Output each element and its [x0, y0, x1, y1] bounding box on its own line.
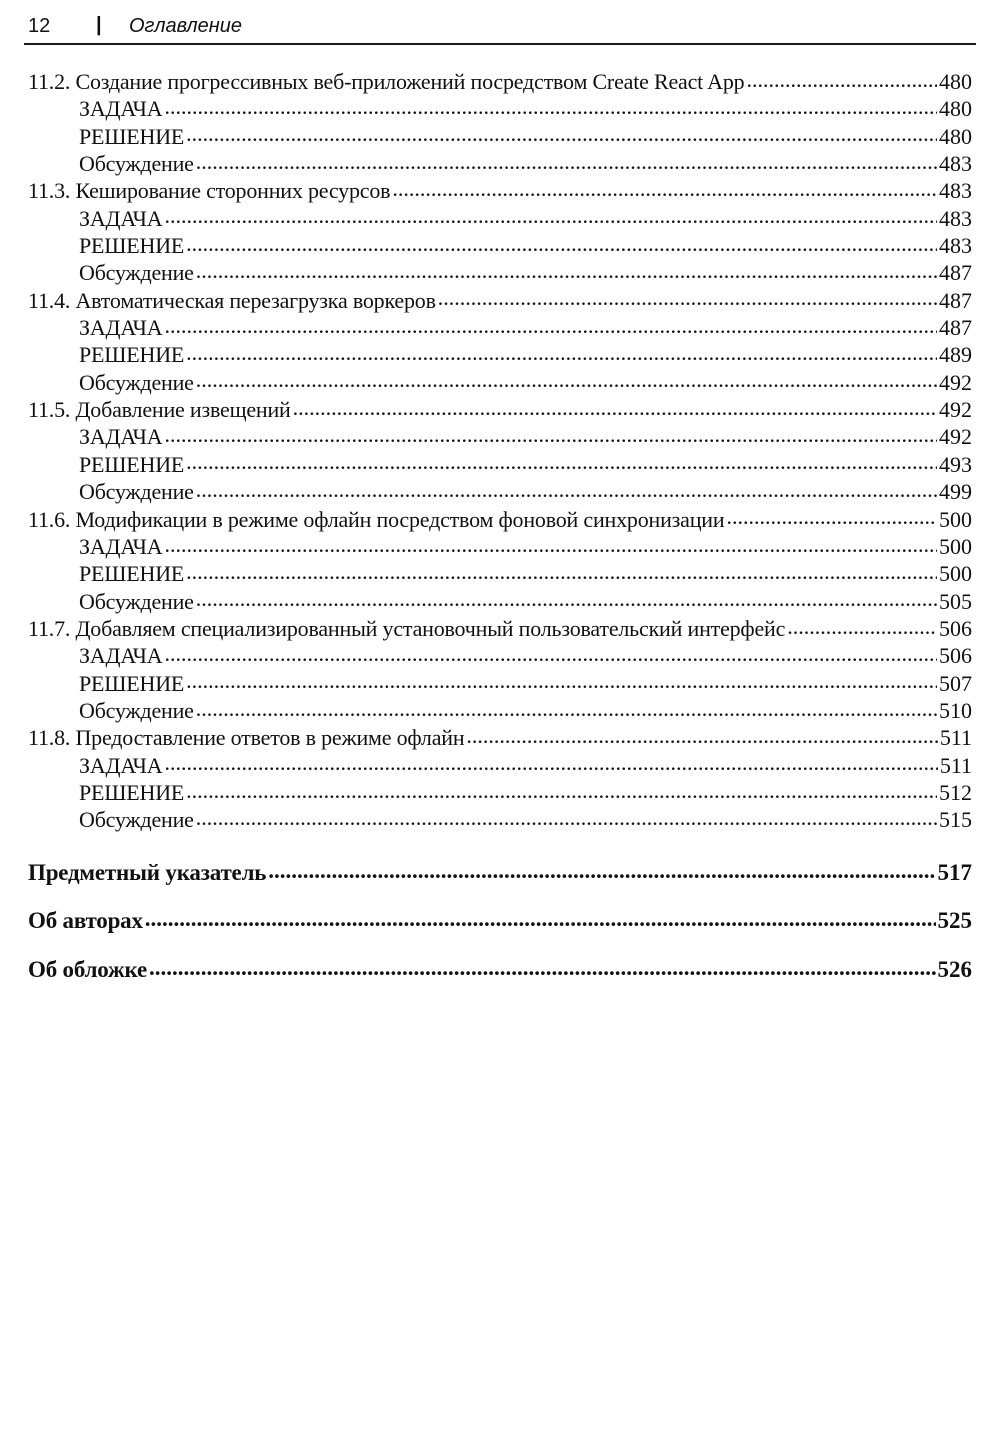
dot-leader — [186, 778, 937, 800]
toc-entry-page: 493 — [939, 451, 972, 477]
toc-entry-label: ЗАДАЧА — [79, 96, 163, 122]
dot-leader — [196, 696, 937, 718]
toc-entry-page: 505 — [939, 588, 972, 614]
toc-entry-label: РЕШЕНИЕ — [79, 123, 185, 149]
dot-leader — [196, 368, 937, 390]
toc-entry — [28, 696, 972, 723]
toc-entry-label: Обсуждение — [79, 369, 194, 395]
toc-entry-page: 492 — [939, 397, 972, 423]
toc-entry-page: 506 — [939, 615, 972, 641]
toc-entry-label: Обсуждение — [79, 697, 194, 723]
toc-entry-label: Об авторах — [28, 908, 143, 933]
toc-entry-page: 480 — [939, 69, 972, 94]
toc-entry-label: Об обложке — [28, 957, 147, 982]
toc-entry-page: 487 — [939, 315, 972, 341]
header-separator: | — [96, 14, 102, 36]
toc-entry-page: 487 — [939, 260, 972, 286]
toc-entry-page: 507 — [939, 670, 972, 696]
toc-entry — [28, 258, 972, 285]
toc-entry-label: Обсуждение — [79, 807, 194, 833]
page-number: 12 — [28, 15, 51, 37]
toc-entry-page: 511 — [939, 752, 972, 778]
toc-entry-page: 489 — [939, 342, 972, 368]
toc-entry — [28, 149, 972, 176]
section-title: Оглавление — [129, 15, 243, 37]
toc-entry-label: РЕШЕНИЕ — [79, 779, 185, 805]
dot-leader — [186, 231, 937, 253]
toc-entry-label: Обсуждение — [79, 260, 194, 286]
toc-entry-label: 11.6. Модификации в режиме офлайн посредством фоновой синхронизации — [28, 506, 725, 532]
toc-entry — [28, 422, 972, 449]
dot-leader — [196, 587, 937, 609]
dot-leader — [196, 805, 937, 827]
toc-entry — [28, 94, 972, 121]
toc-entry-page: 480 — [939, 123, 972, 149]
running-header — [24, 12, 976, 45]
toc-entry-page: 483 — [939, 205, 972, 231]
toc-entry-label: ЗАДАЧА — [79, 205, 163, 231]
toc-entry-label: РЕШЕНИЕ — [79, 561, 185, 587]
toc-entry — [28, 614, 972, 641]
dot-leader — [164, 204, 937, 226]
dot-leader — [268, 857, 935, 880]
toc-entry — [28, 805, 972, 832]
toc-entry-label: Обсуждение — [79, 479, 194, 505]
dot-leader — [186, 450, 937, 472]
toc-entry-page: 492 — [939, 424, 972, 450]
toc-entry — [28, 905, 972, 932]
toc-entry-page: 483 — [939, 178, 972, 204]
dot-leader — [186, 122, 937, 144]
dot-leader — [164, 532, 937, 554]
dot-leader — [726, 505, 937, 527]
toc-entry-page: 526 — [937, 957, 972, 982]
toc-entry-label: РЕШЕНИЕ — [79, 451, 185, 477]
toc-entry-label: Обсуждение — [79, 151, 194, 177]
table-of-contents — [28, 67, 972, 833]
dot-leader — [293, 395, 937, 417]
toc-entry-page: 499 — [939, 479, 972, 505]
dot-leader — [186, 340, 937, 362]
toc-entry-page: 492 — [939, 369, 972, 395]
toc-entry-label: Предметный указатель — [28, 860, 267, 885]
toc-entry — [28, 231, 972, 258]
toc-entry-label: ЗАДАЧА — [79, 424, 163, 450]
toc-entry — [28, 669, 972, 696]
toc-entry — [28, 204, 972, 231]
dot-leader — [164, 422, 937, 444]
dot-leader — [438, 286, 937, 308]
toc-entry-page: 487 — [939, 287, 972, 313]
toc-entry-label: РЕШЕНИЕ — [79, 233, 185, 259]
toc-entry — [28, 395, 972, 422]
dot-leader — [787, 614, 937, 636]
toc-entry — [28, 857, 972, 884]
dot-leader — [145, 905, 936, 928]
toc-entry — [28, 505, 972, 532]
toc-entry-page: 506 — [939, 643, 972, 669]
toc-entry-label: 11.3. Кеширование сторонних ресурсов — [28, 178, 391, 204]
toc-entry-label: 11.4. Автоматическая перезагрузка воркеров — [28, 287, 436, 313]
toc-entry-page: 515 — [939, 807, 972, 833]
toc-entry-label: 11.5. Добавление извещений — [28, 397, 291, 423]
dot-leader — [186, 669, 937, 691]
toc-entry — [28, 122, 972, 149]
dot-leader — [466, 723, 937, 745]
toc-entry — [28, 313, 972, 340]
dot-leader — [164, 94, 937, 116]
toc-entry — [28, 751, 972, 778]
toc-entry-page: 525 — [937, 908, 972, 933]
dot-leader — [196, 258, 937, 280]
toc-entry-page: 500 — [939, 561, 972, 587]
dot-leader — [186, 559, 937, 581]
toc-entry-label: Обсуждение — [79, 588, 194, 614]
toc-entry-page: 510 — [939, 697, 972, 723]
toc-entry — [28, 559, 972, 586]
toc-entry-label: 11.7. Добавляем специализированный установочный пользовательский интерфейс — [28, 615, 786, 641]
toc-entry — [28, 286, 972, 313]
toc-entry-page: 483 — [939, 233, 972, 259]
toc-entry-label: РЕШЕНИЕ — [79, 670, 185, 696]
dot-leader — [149, 954, 936, 977]
toc-entry-label: 11.2. Создание прогрессивных веб-приложений посредством Create React App — [28, 69, 745, 94]
dot-leader — [164, 751, 937, 773]
dot-leader — [746, 67, 937, 89]
toc-entry — [28, 67, 972, 94]
major-section-0 — [28, 857, 972, 884]
toc-entry-page: 500 — [939, 533, 972, 559]
toc-entry-page: 511 — [939, 725, 972, 751]
toc-entry — [28, 176, 972, 203]
toc-entry — [28, 477, 972, 504]
dot-leader — [392, 176, 937, 198]
dot-leader — [164, 641, 937, 663]
dot-leader — [196, 149, 937, 171]
toc-entry-page: 512 — [939, 779, 972, 805]
toc-entry-label: РЕШЕНИЕ — [79, 342, 185, 368]
toc-entry-page: 480 — [939, 96, 972, 122]
toc-entry — [28, 723, 972, 750]
toc-entry — [28, 532, 972, 559]
dot-leader — [196, 477, 937, 499]
dot-leader — [164, 313, 937, 335]
toc-entry — [28, 340, 972, 367]
toc-entry-label: ЗАДАЧА — [79, 533, 163, 559]
toc-entry — [28, 450, 972, 477]
toc-entry-page: 500 — [939, 506, 972, 532]
toc-entry — [28, 368, 972, 395]
toc-entry — [28, 954, 972, 981]
major-section-1 — [28, 905, 972, 932]
toc-entry-label: ЗАДАЧА — [79, 643, 163, 669]
major-section-2 — [28, 954, 972, 981]
toc-entry-label: 11.8. Предоставление ответов в режиме офлайн — [28, 725, 465, 751]
toc-entry-label: ЗАДАЧА — [79, 752, 163, 778]
toc-entry-page: 517 — [937, 860, 972, 885]
toc-entry — [28, 641, 972, 668]
toc-entry — [28, 778, 972, 805]
toc-entry-label: ЗАДАЧА — [79, 315, 163, 341]
toc-entry — [28, 587, 972, 614]
toc-entry-page: 483 — [939, 151, 972, 177]
